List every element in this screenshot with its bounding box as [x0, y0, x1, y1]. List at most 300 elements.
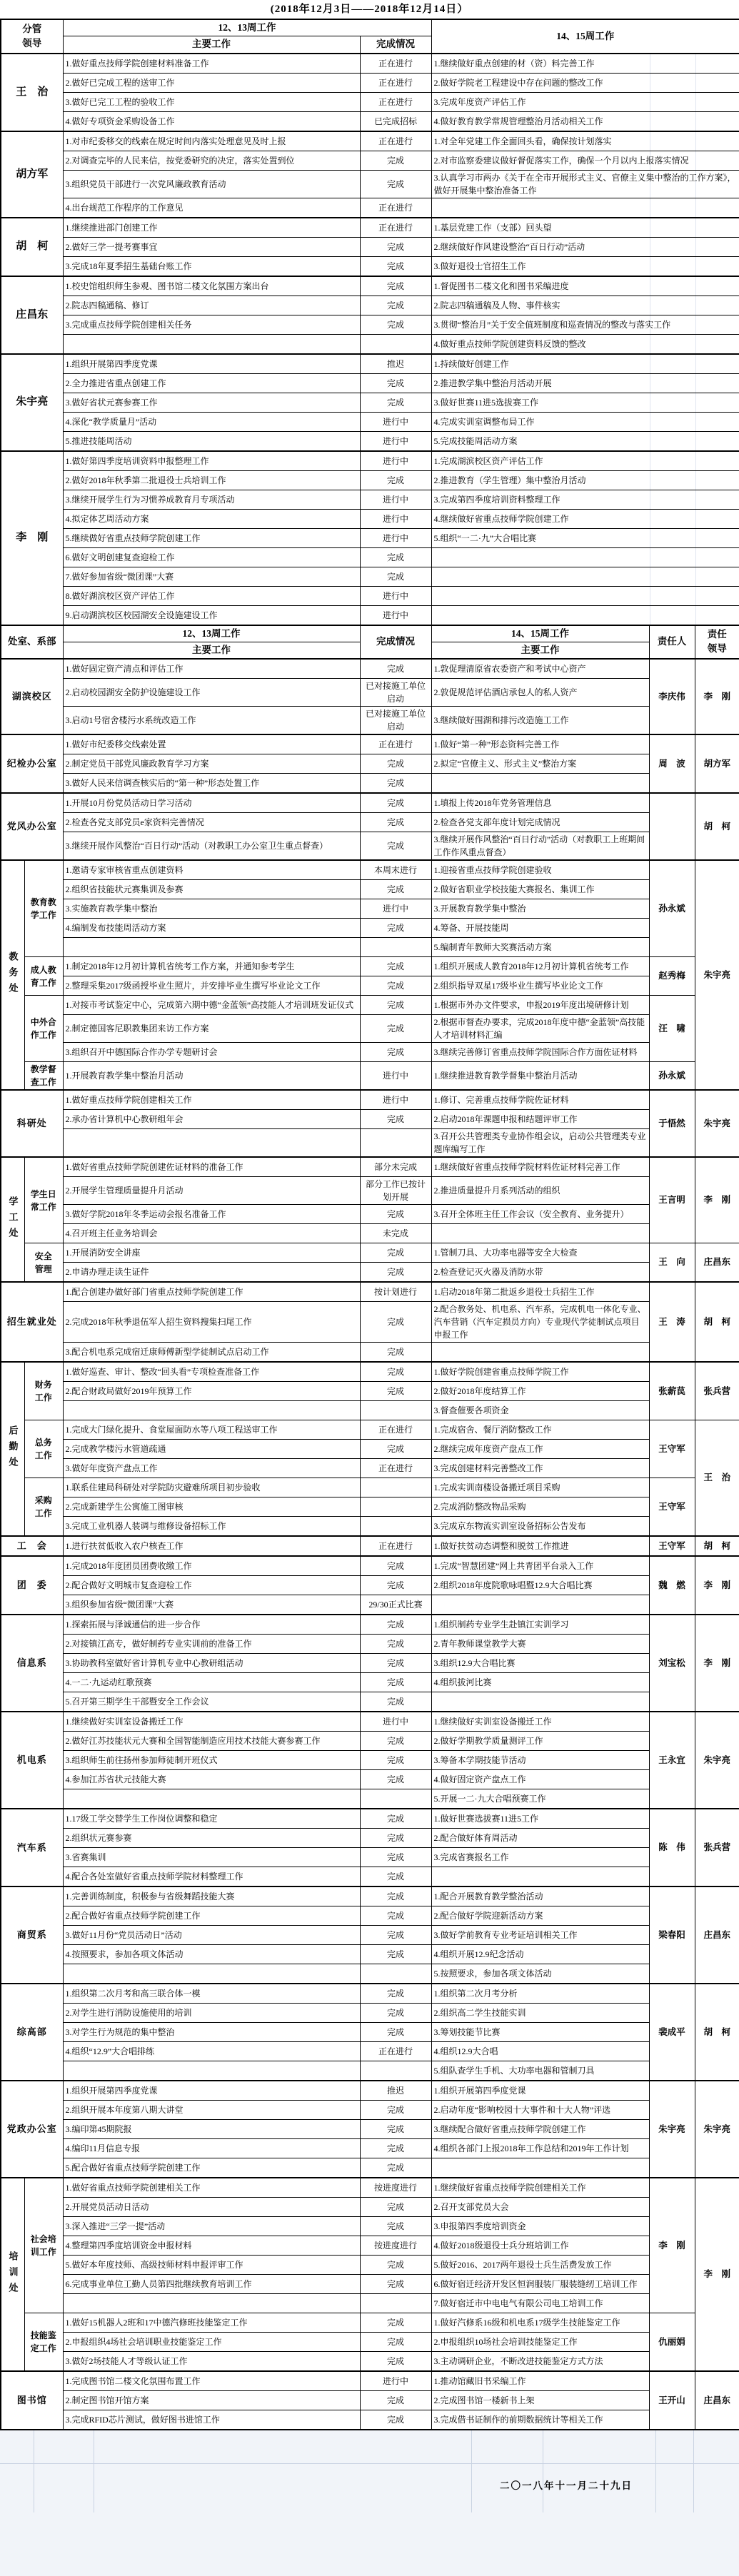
status-cell: 完成 — [360, 1984, 431, 2004]
table-row — [1, 1732, 739, 1751]
leader-cell: 朱宇亮 — [695, 2081, 739, 2178]
dept-name-label: 学工处 — [7, 1196, 19, 1243]
next-work-cell: 1.组织开展成人教育2018年12月初计算机省统考工作 — [431, 957, 649, 976]
person-cell: 周 波 — [649, 734, 695, 793]
next-work-cell: 2.推进教学集中整治月活动开展 — [431, 373, 739, 393]
main-work-cell: 5.推进技能周活动 — [63, 431, 360, 451]
table-row — [1, 1263, 739, 1283]
table-row — [1, 334, 739, 354]
status-cell: 完成 — [360, 1848, 431, 1867]
table-row — [1, 919, 739, 938]
status-cell: 完成 — [360, 1263, 431, 1283]
next-work-cell: 3.继续完善修订省重点技师学院国际合作方面佐证材料 — [431, 1043, 649, 1062]
main-work-cell: 5.继续做好省重点技师学院创建工作 — [63, 528, 360, 547]
main-work-cell: 2.制定党员干部党风廉政教育学习方案 — [63, 754, 360, 774]
table-row — [1, 754, 739, 774]
main-work-cell: 3.做好年度资产盘点工作 — [63, 1459, 360, 1478]
group-label — [24, 1243, 63, 1283]
table-row — [1, 170, 739, 198]
status-cell: 已对接施工单位启动 — [360, 707, 431, 735]
leader-name: 胡 柯 — [1, 218, 63, 276]
dept-name-label: 教务处 — [7, 951, 19, 999]
next-work-cell: 1.完成宿舍、餐厅消防整改工作 — [431, 1420, 649, 1440]
status-cell: 已完成招标 — [360, 111, 431, 131]
next-work-cell: 3.筹备本学期技能节活动 — [431, 1751, 649, 1770]
next-work-cell — [431, 1595, 649, 1615]
group-label — [24, 1362, 63, 1420]
next-work-cell: 4.完成实训室调整布局工作 — [431, 412, 739, 431]
status-cell — [360, 2061, 431, 2081]
status-cell: 完成 — [360, 919, 431, 938]
table-row — [1, 605, 739, 625]
status-cell: 正在进行 — [360, 2042, 431, 2061]
person-cell: 梁春阳 — [649, 1886, 695, 1984]
leader-cell: 胡 柯 — [695, 1536, 739, 1556]
main-work-cell: 6.做好文明创建复查迎检工作 — [63, 547, 360, 567]
table-row — [1, 2313, 739, 2333]
next-work-cell: 4.做好2018级退役士兵分班培训工作 — [431, 2236, 649, 2256]
main-work-cell: 1.做好15机器人2班和17中德汽修班技能鉴定工作 — [63, 2313, 360, 2333]
table-row — [1, 1886, 739, 1906]
status-cell: 按计划进行 — [360, 1282, 431, 1302]
main-work-cell: 2.完成新建学生公寓施工图审核 — [63, 1497, 360, 1517]
next-work-cell: 1.持续做好创建工作 — [431, 354, 739, 374]
next-work-cell: 3.督查催要各项资金 — [431, 1401, 649, 1420]
table-row — [1, 1129, 739, 1158]
main-work-cell: 2.开展党员活动日活动 — [63, 2198, 360, 2217]
next-work-cell: 2.根据市督查办要求，完成2018年度中德“金蓝领”高技能人才培训材料汇编 — [431, 1015, 649, 1043]
next-work-cell: 2.继续完成年度资产盘点工作 — [431, 1440, 649, 1459]
table-row — [1, 1789, 739, 1809]
leader-column-header — [1, 19, 63, 54]
group-label — [24, 1062, 63, 1091]
next-work-cell: 5.按照要求，参加各项文体活动 — [431, 1964, 649, 1984]
weeks-14-15-header: 14、15周工作 — [431, 625, 649, 642]
status-cell: 完成 — [360, 2275, 431, 2294]
main-work-cell: 2.做好江苏技能状元大赛和全国智能制造应用技术技能大赛参赛工作 — [63, 1732, 360, 1751]
table-row — [1, 2198, 739, 2217]
next-work-cell: 2.启动年度“影响校园十大事件和十大人物”评选 — [431, 2101, 649, 2120]
main-work-cell: 2.制定图书馆开馆方案 — [63, 2391, 360, 2410]
person-cell: 王 向 — [649, 1243, 695, 1283]
table-row — [1, 899, 739, 919]
next-work-cell: 2.组织高二学生技能实训 — [431, 2004, 649, 2023]
table-row — [1, 1440, 739, 1459]
person-cell: 孙永斌 — [649, 860, 695, 957]
next-work-cell: 1.组织开展第四季度党课 — [431, 2081, 649, 2101]
status-cell: 完成 — [360, 1440, 431, 1459]
main-work-cell: 2.完成2018年秋季退伍军人招生资料搜集扫尾工作 — [63, 1302, 360, 1343]
next-work-cell: 1.督促图书二楼文化和图书采编进度 — [431, 276, 739, 296]
main-work-cell: 1.组织第二次月考和高三联合体一模 — [63, 1984, 360, 2004]
person-cell: 朱宇亮 — [649, 2081, 695, 2178]
status-cell: 完成 — [360, 2101, 431, 2120]
leader-column-header — [695, 625, 739, 660]
table-row — [1, 1926, 739, 1945]
status-cell: 正在进行 — [360, 1459, 431, 1478]
status-cell: 完成 — [360, 1635, 431, 1654]
main-work-cell: 1.组织开展第四季度党课 — [63, 2081, 360, 2101]
next-work-cell: 2.推进质量提升月系列活动的组织 — [431, 1177, 649, 1205]
status-cell: 完成 — [360, 2410, 431, 2430]
table-row — [1, 1243, 739, 1263]
dept-name: 党风办公室 — [1, 793, 63, 860]
table-row — [1, 54, 739, 74]
main-work-cell: 1.对接市考试鉴定中心，完成第六期中德“金蓝领”高技能人才培训班发证仪式 — [63, 996, 360, 1015]
dept-name: 信息系 — [1, 1615, 63, 1712]
status-cell: 完成 — [360, 276, 431, 296]
main-work-cell: 5.配合做好省重点技师学院创建工作 — [63, 2158, 360, 2178]
main-work-cell: 3.做好2场技能人才等级认证工作 — [63, 2352, 360, 2372]
main-work-cell: 3.组织党员干部进行一次党风廉政教育活动 — [63, 170, 360, 198]
leader-cell: 张兵营 — [695, 1809, 739, 1886]
status-cell: 完成 — [360, 296, 431, 315]
next-work-cell: 2.组织2018年度院歌咏唱暨12.9大合唱比赛 — [431, 1576, 649, 1595]
person-cell: 王守军 — [649, 1536, 695, 1556]
status-cell: 完成 — [360, 567, 431, 586]
next-work-cell: 3.完成省赛报名工作 — [431, 1848, 649, 1867]
next-work-cell: 2.申报组织10场社会培训技能鉴定工作 — [431, 2333, 649, 2352]
status-cell: 进行中 — [360, 490, 431, 509]
person-cell: 王永宜 — [649, 1712, 695, 1809]
next-work-cell: 2.检查各党支部年度计划完成情况 — [431, 813, 649, 832]
top-header-row-1 — [1, 19, 739, 36]
table-row — [1, 256, 739, 276]
main-work-cell: 1.邀请专家审核省重点创建资料 — [63, 860, 360, 880]
person-cell: 魏 燃 — [649, 1556, 695, 1615]
next-work-cell: 2.启动2018年课题申报和结题评审工作 — [431, 1110, 649, 1129]
table-row — [1, 1867, 739, 1887]
next-work-cell: 3.继续开展作风整治“百日行动”活动（对教职工上班期间工作作风重点督查） — [431, 832, 649, 861]
next-work-cell: 2.拟定“官僚主义、形式主义”整治方案 — [431, 754, 649, 774]
next-work-cell: 3.开展教育教学集中整治 — [431, 899, 649, 919]
main-work-cell: 4.编印11月信息专报 — [63, 2139, 360, 2158]
table-row — [1, 625, 739, 642]
status-cell: 未完成 — [360, 1224, 431, 1243]
next-work-cell: 2.配合做好体育周活动 — [431, 1829, 649, 1848]
table-row — [1, 1090, 739, 1110]
table-row — [1, 1224, 739, 1243]
status-cell: 完成 — [360, 237, 431, 256]
table-row — [1, 2410, 739, 2430]
status-cell: 正在进行 — [360, 92, 431, 111]
main-work-cell: 1.完成图书馆二楼文化氛围布置工作 — [63, 2371, 360, 2391]
group-label-label: 财务工作 — [34, 1380, 52, 1403]
leader-cell: 朱宇亮 — [695, 1712, 739, 1809]
next-work-cell: 1.根据市外办文件要求，申报2019年度出境研修计划 — [431, 996, 649, 1015]
table-row — [1, 2178, 739, 2198]
table-row — [1, 1177, 739, 1205]
next-work-cell: 1.做好扶贫动态调整和脱贫工作推进 — [431, 1536, 649, 1556]
main-work-cell: 2.组织状元赛参赛 — [63, 1829, 360, 1848]
status-cell: 完成 — [360, 2004, 431, 2023]
table-row — [1, 276, 739, 296]
dept-name: 党政办公室 — [1, 2081, 63, 2178]
dept-name: 科研处 — [1, 1090, 63, 1157]
next-work-cell: 7.做好宿迁市中电电气有限公司电工培训工作 — [431, 2294, 649, 2313]
dept-name: 工 会 — [1, 1536, 63, 1556]
next-work-cell: 1.继续做好省重点技师学院创建相关工作 — [431, 2178, 649, 2198]
main-work-cell: 1.开展消防安全讲座 — [63, 1243, 360, 1263]
main-work-cell: 7.做好参加省级“微团课”大赛 — [63, 567, 360, 586]
next-work-cell: 3.组织12.9大合唱比赛 — [431, 1654, 649, 1673]
status-cell — [360, 1789, 431, 1809]
table-row — [1, 1459, 739, 1478]
table-row — [1, 1302, 739, 1343]
leader-cell: 李 刚 — [695, 2178, 739, 2371]
group-label — [24, 1478, 63, 1537]
person-cell: 王守军 — [649, 1478, 695, 1537]
status-header: 完成情况 — [360, 36, 431, 54]
main-work-cell: 4.召开班主任业务培训会 — [63, 1224, 360, 1243]
table-row — [1, 1015, 739, 1043]
main-work-cell: 4.拟定体艺周活动方案 — [63, 509, 360, 528]
table-row — [1, 1205, 739, 1224]
next-work-cell: 1.做好世赛选拔赛11进5工作 — [431, 1809, 649, 1829]
table-row — [1, 509, 739, 528]
main-work-cell — [63, 1129, 360, 1158]
table-row — [1, 2333, 739, 2352]
table-row — [1, 528, 739, 547]
status-cell: 完成 — [360, 1770, 431, 1789]
table-row — [1, 151, 739, 170]
table-row — [1, 470, 739, 490]
table-row — [1, 1829, 739, 1848]
status-cell: 完成 — [360, 2139, 431, 2158]
status-cell — [360, 1517, 431, 1537]
table-row — [1, 412, 739, 431]
status-cell: 推迟 — [360, 2081, 431, 2101]
status-cell: 正在进行 — [360, 198, 431, 218]
next-work-cell: 4.做好固定资产盘点工作 — [431, 1770, 649, 1789]
next-work-cell: 2.推进教育（学生管理）集中整治月活动 — [431, 470, 739, 490]
main-work-cell: 4.按照要求，参加各项文体活动 — [63, 1945, 360, 1964]
next-work-cell: 3.完成创建材料完善整改工作 — [431, 1459, 649, 1478]
status-cell: 完成 — [360, 957, 431, 976]
main-work-cell: 2.申请办理走读生证件 — [63, 1263, 360, 1283]
main-work-cell: 2.做好2018年秋季第二批退役士兵培训工作 — [63, 470, 360, 490]
next-work-cell: 3.做好学前教育专业考证培训相关工作 — [431, 1926, 649, 1945]
main-work-cell: 2.制定德国客尼职教集团来访工作方案 — [63, 1015, 360, 1043]
footer-area — [0, 2430, 739, 2512]
next-work-cell: 2.配合做好学院迎新活动方案 — [431, 1906, 649, 1926]
table-row — [1, 793, 739, 813]
main-work-cell: 3.继续开展作风整治“百日行动”活动（对教职工办公室卫生重点督查） — [63, 832, 360, 861]
status-cell: 完成 — [360, 1556, 431, 1576]
leader-name: 李 刚 — [1, 451, 63, 625]
table-row — [1, 1043, 739, 1062]
table-row — [1, 547, 739, 567]
next-work-cell: 5.开展一二·九大合唱预赛工作 — [431, 1789, 649, 1809]
status-cell: 完成 — [360, 659, 431, 679]
table-row — [1, 1382, 739, 1401]
main-work-header: 主要工作 — [63, 642, 360, 659]
status-cell — [360, 1497, 431, 1517]
status-cell: 完成 — [360, 774, 431, 794]
main-work-cell: 2.组织省技能状元赛集训及参赛 — [63, 880, 360, 899]
status-cell: 完成 — [360, 1867, 431, 1887]
leader-name: 庄昌东 — [1, 276, 63, 354]
next-work-cell: 1.敦促理清原省农委资产和考试中心资产 — [431, 659, 649, 679]
table-row — [1, 1848, 739, 1867]
status-cell: 完成 — [360, 1615, 431, 1635]
main-work-cell: 2.对学生进行消防设施使用的培训 — [63, 2004, 360, 2023]
status-cell: 正在进行 — [360, 131, 431, 151]
main-work-cell: 2.对接镇江高专，做好制药专业实训前的准备工作 — [63, 1635, 360, 1654]
next-work-cell: 1.做好汽修系16级和机电系17级学生技能鉴定工作 — [431, 2313, 649, 2333]
group-label-label: 采购工作 — [34, 1495, 52, 1518]
status-cell: 完成 — [360, 1343, 431, 1363]
main-work-cell: 1.做好固定资产清点和评估工作 — [63, 659, 360, 679]
main-work-cell: 1.做好市纪委移交线索处置 — [63, 734, 360, 754]
next-work-cell: 2.做好学院老工程建设中存在问题的整改工作 — [431, 73, 739, 92]
status-cell: 完成 — [360, 880, 431, 899]
main-work-cell: 1.继续推进部门创建工作 — [63, 218, 360, 238]
next-work-cell: 1.启动2018年第二批返乡退役士兵招生工作 — [431, 1282, 649, 1302]
next-work-cell: 2.做好学期教学质量测评工作 — [431, 1732, 649, 1751]
next-work-cell: 4.继续做好省重点技师学院创建工作 — [431, 509, 739, 528]
next-work-cell: 1.做好学院创建省重点技师学院工作 — [431, 1362, 649, 1382]
group-label-label: 总务工作 — [34, 1438, 52, 1460]
main-work-cell: 4.做好专项资金采购设备工作 — [63, 111, 360, 131]
main-work-cell: 3.协助教科室做好省计算机专业中心教研组活动 — [63, 1654, 360, 1673]
main-work-cell: 1.组织开展第四季度党课 — [63, 354, 360, 374]
main-work-cell: 2.院志四稿通稿、修订 — [63, 296, 360, 315]
main-work-cell: 2.对调查完毕的人民来信，按党委研究的决定，落实处置到位 — [63, 151, 360, 170]
table-row — [1, 1673, 739, 1692]
status-cell: 完成 — [360, 1362, 431, 1382]
status-cell: 推迟 — [360, 354, 431, 374]
status-cell: 完成 — [360, 2391, 431, 2410]
next-work-cell — [431, 547, 739, 567]
table-row — [1, 1751, 739, 1770]
status-cell: 完成 — [360, 315, 431, 334]
next-work-cell: 3.申报第四季度培训资金 — [431, 2217, 649, 2236]
status-cell: 完成 — [360, 996, 431, 1015]
table-row — [1, 451, 739, 471]
main-work-cell: 3.继续开展学生行为习惯养成教育月专项活动 — [63, 490, 360, 509]
next-work-cell: 3.继续配合做好省重点技师学院创建工作 — [431, 2120, 649, 2139]
status-cell: 本周末进行 — [360, 860, 431, 880]
status-cell — [360, 1478, 431, 1497]
weeks-12-13-header: 12、13周工作 — [63, 625, 360, 642]
next-work-cell: 4.组织各部门上报2018年工作总结和2019年工作计划 — [431, 2139, 649, 2158]
table-row — [1, 237, 739, 256]
status-cell: 完成 — [360, 2217, 431, 2236]
status-cell: 部分工作已按计划开展 — [360, 1177, 431, 1205]
dept-name — [1, 2178, 24, 2371]
status-cell: 完成 — [360, 2352, 431, 2372]
next-work-cell: 2.配合教务处、机电系、汽车系，完成机电一体化专业、汽车营销（汽车定损员方向）专业现代学徒制试点项目申报工作 — [431, 1302, 649, 1343]
table-row — [1, 198, 739, 218]
leader-cell: 李 刚 — [695, 1157, 739, 1243]
main-work-cell — [63, 1789, 360, 1809]
status-cell: 进行中 — [360, 509, 431, 528]
person-cell: 于悟然 — [649, 1090, 695, 1157]
document-date: 二〇一八年十一月二十九日 — [500, 2480, 633, 2491]
table-row — [1, 659, 739, 679]
table-row — [1, 373, 739, 393]
main-work-cell: 3.做好已完工工程的验收工作 — [63, 92, 360, 111]
main-work-cell: 1.开展教育教学集中整治月活动 — [63, 1062, 360, 1091]
person-cell: 刘宝松 — [649, 1615, 695, 1712]
table-row — [1, 2042, 739, 2061]
next-work-cell: 4.组织开展12.9纪念活动 — [431, 1945, 649, 1964]
leader-cell: 庄昌东 — [695, 1886, 739, 1984]
table-row — [1, 938, 739, 957]
next-work-cell: 2.检查登记灭火器及消防水带 — [431, 1263, 649, 1283]
next-work-cell: 3.做好退役士官招生工作 — [431, 256, 739, 276]
main-work-cell: 4.深化“教学质量月”活动 — [63, 412, 360, 431]
main-work-cell — [63, 334, 360, 354]
status-cell: 完成 — [360, 470, 431, 490]
person-cell: 李 刚 — [649, 2178, 695, 2313]
work-schedule-table — [0, 19, 739, 2430]
status-cell: 完成 — [360, 1043, 431, 1062]
next-work-cell: 3.完成京东物流实训室设备招标公告发布 — [431, 1517, 649, 1537]
main-work-cell — [63, 2294, 360, 2313]
status-cell: 完成 — [360, 1906, 431, 1926]
group-label — [24, 2178, 63, 2313]
status-cell: 完成 — [360, 1732, 431, 1751]
main-work-cell: 8.做好湖滨校区资产评估工作 — [63, 586, 360, 605]
weeks-12-13-header: 12、13周工作 — [63, 19, 431, 36]
status-cell: 完成 — [360, 393, 431, 412]
next-work-cell: 4.做好教育教学常规管理整治月活动相关工作 — [431, 111, 739, 131]
next-work-cell — [431, 1343, 649, 1363]
dept-name: 商贸系 — [1, 1886, 63, 1984]
next-work-cell: 3.主动调研企业，不断改进技能鉴定方式方法 — [431, 2352, 649, 2372]
next-work-cell: 4.组织拔河比赛 — [431, 1673, 649, 1692]
main-work-cell: 1.进行扶贫低收入农户核查工作 — [63, 1536, 360, 1556]
group-label-label: 教学督查工作 — [30, 1064, 56, 1087]
person-cell: 王守军 — [649, 1420, 695, 1478]
table-row — [1, 92, 739, 111]
table-row — [1, 1517, 739, 1537]
leader-cell: 王 治 — [695, 1420, 739, 1537]
main-work-cell: 2.做好三学一提考赛事宜 — [63, 237, 360, 256]
main-work-cell: 2.申报组织4场社会培训职业技能鉴定工作 — [63, 2333, 360, 2352]
next-work-cell — [431, 198, 739, 218]
main-work-cell: 3.完成18年夏季招生基础台账工作 — [63, 256, 360, 276]
main-work-cell: 1.制定2018年12月初计算机省统考工作方案，并通知参考学生 — [63, 957, 360, 976]
table-row — [1, 1062, 739, 1091]
status-cell: 完成 — [360, 1302, 431, 1343]
main-work-cell — [63, 1401, 360, 1420]
group-label-label: 教育教学工作 — [30, 897, 56, 920]
leader-cell: 胡方军 — [695, 734, 739, 793]
status-cell: 完成 — [360, 1654, 431, 1673]
table-row — [1, 1536, 739, 1556]
next-work-cell: 5.做好2016、2017两年退役士兵生活费发放工作 — [431, 2256, 649, 2275]
table-row — [1, 1420, 739, 1440]
status-cell: 完成 — [360, 151, 431, 170]
table-row — [1, 957, 739, 976]
table-row — [1, 1497, 739, 1517]
status-cell: 完成 — [360, 547, 431, 567]
next-work-cell: 3.完成第四季度培训资料整理工作 — [431, 490, 739, 509]
main-work-cell: 6.完成事业单位工勤人员第四批继续教育培训工作 — [63, 2275, 360, 2294]
table-row — [1, 1906, 739, 1926]
table-row — [1, 2391, 739, 2410]
table-row — [1, 2217, 739, 2236]
table-row — [1, 393, 739, 412]
main-work-cell: 2.配合财政局做好2019年预算工作 — [63, 1382, 360, 1401]
dept-name: 纪检办公室 — [1, 734, 63, 793]
table-row — [1, 1945, 739, 1964]
group-label — [24, 996, 63, 1062]
status-cell: 完成 — [360, 1673, 431, 1692]
